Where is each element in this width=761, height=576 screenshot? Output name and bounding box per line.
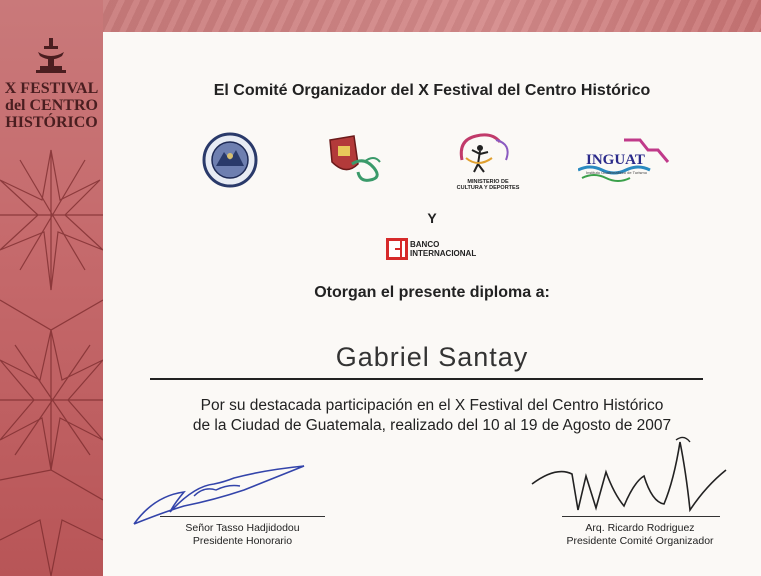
university-seal-icon xyxy=(202,132,258,188)
inguat-logo xyxy=(578,136,674,186)
honorary-signature-line xyxy=(160,516,325,517)
bank-name-line1: BANCO xyxy=(410,240,440,249)
grant-statement: Otorgan el presente diploma a: xyxy=(314,284,550,301)
festival-title-line2: del CENTRO xyxy=(5,97,98,114)
honorary-signer-title: Presidente Honorario xyxy=(192,535,293,547)
sidebar-banner xyxy=(0,0,103,576)
description xyxy=(103,396,761,436)
conjunction-text: Y xyxy=(427,210,437,226)
ministry-label-line2: CULTURA Y DEPORTES xyxy=(456,185,520,191)
honorary-signer-name: Señor Tasso Hadjidodou xyxy=(185,522,300,534)
dancer-icon xyxy=(452,130,524,174)
festival-title-line1: X FESTIVAL xyxy=(4,80,99,97)
organizer-signer-title: Presidente Comité Organizador xyxy=(566,535,714,547)
bank-name-line2: INTERNACIONAL xyxy=(410,249,477,258)
organizer-signature xyxy=(526,432,736,524)
ministry-label-line1: MINISTERIO DE xyxy=(467,179,509,185)
honorary-signature xyxy=(124,456,324,532)
ministry-culture-logo xyxy=(452,130,524,194)
inguat-label: INGUAT xyxy=(586,152,645,168)
festival-title xyxy=(0,80,103,131)
description-line2: de la Ciudad de Guatemala, realizado del 10 al 19 de Agosto de 2007 xyxy=(192,417,672,434)
inguat-subtitle: Instituto Guatemalteco de Turismo xyxy=(586,170,647,175)
organizer-signature-line xyxy=(562,516,720,517)
top-decorative-band xyxy=(103,0,761,32)
honorary-signer xyxy=(150,522,335,548)
organizer-signer xyxy=(540,522,740,548)
bank-logo xyxy=(386,238,476,260)
page-title: El Comité Organizador del X Festival del Centro Histórico xyxy=(213,82,651,99)
recipient-name: Gabriel Santay xyxy=(335,342,529,372)
fountain-emblem-icon xyxy=(34,36,68,76)
description-line1: Por su destacada participación en el X Festival del Centro Histórico xyxy=(200,397,664,414)
festival-title-line3: HISTÓRICO xyxy=(5,114,98,131)
recipient-underline xyxy=(150,378,703,380)
city-crest-icon xyxy=(324,134,386,188)
organizer-signer-name: Arq. Ricardo Rodriguez xyxy=(585,522,695,534)
bi-bank-logo-icon xyxy=(386,238,408,260)
